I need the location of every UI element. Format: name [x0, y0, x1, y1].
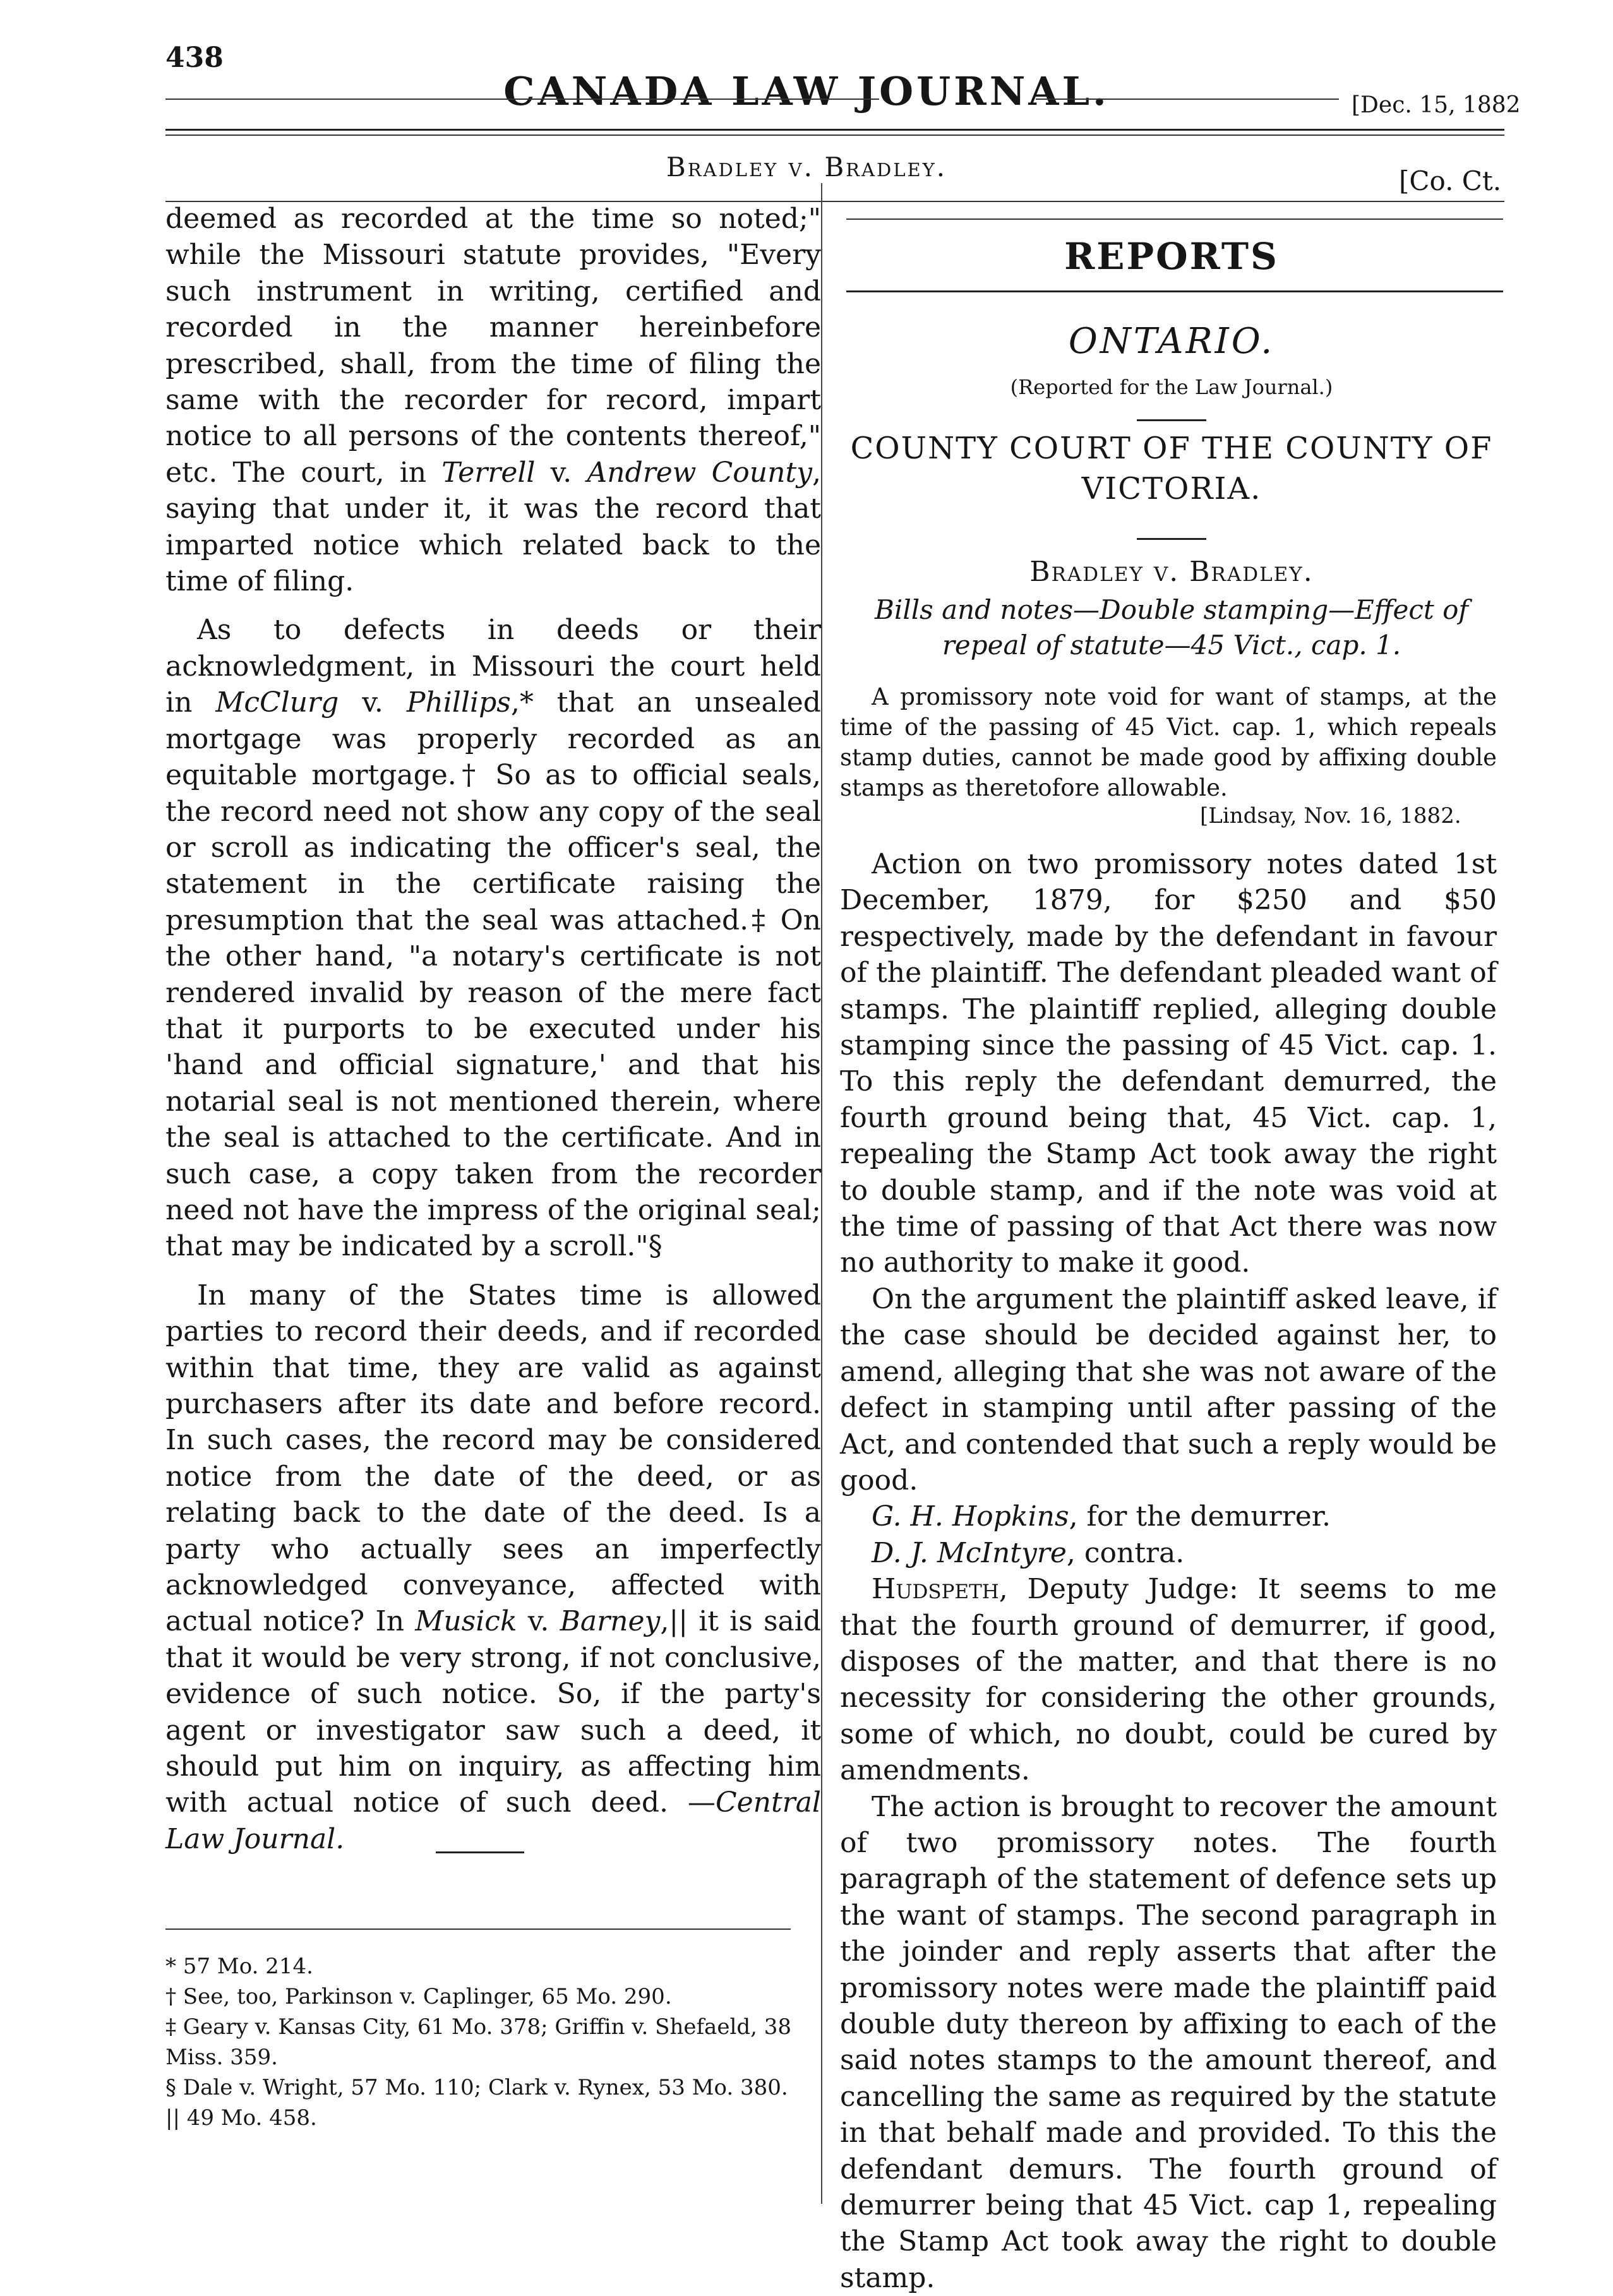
footnote: || 49 Mo. 458.	[165, 2105, 317, 2131]
counsel-1: G. H. Hopkins, for the demurrer.	[872, 1500, 1331, 1533]
reports-rule-top	[846, 218, 1503, 220]
footnotes	[165, 1951, 816, 2133]
running-title: Bradley v. Bradley.	[666, 152, 947, 182]
right-paragraph-1: Action on two promissory notes dated 1st December, 1879, for $250 and $50 respectively, made by the defendant in favour of the plaintiff. The defendant pleaded want of stamps. The plaintiff replied, alleging double stamping since the passing of 45 Vict. cap. 1. To this reply the defendant demurred, the fourth ground being that, 45 Vict. cap. 1, repealing the Stamp Act took away the right to double stamp, and if the note was void at the time of passing of that Act there was now no authority to make it good.	[840, 848, 1497, 1279]
court-name: COUNTY COURT OF THE COUNTY OF VICTORIA.	[850, 431, 1493, 506]
right-paragraph-3: Hudspeth, Deputy Judge: It seems to me that the fourth ground of demurrer, if good, disposes of the matter, and that there is no necessity for considering the other grounds, some of which, no doubt, could be cured by amendments.	[840, 1573, 1497, 1787]
holding: A promissory note void for want of stamps, at the time of the passing of 45 Vict. cap. 1, which repeals stamp duties, cannot be made good by affixing double stamps as theretofore allowable.	[840, 683, 1497, 801]
header-rule-double	[165, 129, 1504, 136]
case-title: Bradley v. Bradley.	[1029, 556, 1314, 588]
footnote: § Dale v. Wright, 57 Mo. 110; Clark v. Rynex, 53 Mo. 380.	[165, 2075, 788, 2100]
section-title: REPORTS	[1064, 235, 1279, 278]
right-paragraph-2: On the argument the plaintiff asked leave, if the case should be decided against her, to amend, alleging that she was not aware of the defect in stamping until after passing of the Act, and contended that such a reply would be good.	[840, 1283, 1497, 1497]
left-column	[165, 201, 821, 1857]
headnote: Bills and notes—Double stamping—Effect of repeal of statute—45 Vict., cap. 1.	[875, 594, 1468, 661]
issue-date: [Dec. 15, 1882	[1352, 92, 1521, 118]
left-paragraph-2: As to defects in deeds or their acknowledgment, in Missouri the court held in McClurg v. Phillips,* that an unsealed mortgage was properly recorded as an equitable mortgage.† So as to official seals, the record need not show any copy of the seal or scroll as indicating the officer's seal, the statement in the certificate raising the presumption that the seal was attached.‡ On the other hand, "a notary's certificate is not rendered invalid by reason of the mere fact that it purports to be executed under his 'hand and official signature,' and that his notarial seal is not mentioned therein, where the seal is attached to the certificate. And in such case, a copy taken from the recorder need not have the impress of the original seal; that may be indicated by a scroll."§	[165, 614, 821, 1263]
location-date: [Lindsay, Nov. 16, 1882.	[1200, 803, 1461, 828]
column-divider	[821, 183, 822, 2204]
article-end-rule	[436, 1851, 524, 1853]
journal-title: CANADA LAW JOURNAL.	[503, 68, 1110, 114]
left-paragraph-1: deemed as recorded at the time so noted;" while the Missouri statute provides, "Every such instrument in writing, certified and recorded in the manner hereinbefore prescribed, shall, from the time of filing the same with the recorder for record, impart notice to all persons of the contents thereof," etc. The court, in Terrell v. Andrew County, saying that under it, it was the record that imparted notice which related back to the time of filing.	[165, 203, 821, 598]
footnote: † See, too, Parkinson v. Caplinger, 65 Mo. 290.	[165, 1984, 672, 2009]
reports-rule-bottom	[846, 290, 1503, 292]
running-court: [Co. Ct.	[1399, 165, 1502, 196]
footnote-rule	[165, 1928, 791, 1930]
footnote: * 57 Mo. 214.	[165, 1954, 313, 1979]
page-number: 438	[165, 42, 224, 74]
footnote: ‡ Geary v. Kansas City, 61 Mo. 378; Griffin v. Shefaeld, 38 Miss. 359.	[165, 2014, 791, 2070]
right-paragraph-4: The action is brought to recover the amount of two promissory notes. The fourth paragraph of the statement of defence sets up the want of stamps. The second paragraph in the joinder and reply asserts that after the promissory notes were made the plaintiff paid double duty thereon by affixing to each of the said notes stamps to the amount thereof, and cancelling the same as required by the statute in that behalf made and provided. To this the defendant demurs. The fourth ground of demurrer being that 45 Vict. cap 1, repealing the Stamp Act took away the right to double stamp.	[840, 1790, 1497, 2294]
header-rule-top-right	[1036, 99, 1339, 100]
small-rule	[1137, 538, 1206, 540]
right-column-body	[840, 846, 1497, 2296]
small-rule	[1137, 419, 1206, 421]
header-rule-top	[165, 99, 879, 100]
reported-for: (Reported for the Law Journal.)	[1010, 375, 1333, 399]
counsel-2: D. J. McIntyre, contra.	[872, 1536, 1185, 1569]
left-paragraph-3: In many of the States time is allowed parties to record their deeds, and if recorded within that time, they are valid as against purchasers after its date and before record. In such cases, the record may be considered notice from the date of the deed, or as relating back to the date of the deed. Is a party who actually sees an imperfectly acknowledged conveyance, affected with actual notice? In Musick v. Barney,|| it is said that it would be very strong, if not conclusive, evidence of such notice. So, if the party's agent or investigator saw such a deed, it should put him on inquiry, as affecting him with actual notice of such deed. —Central Law Journal.	[165, 1279, 821, 1855]
province-title: ONTARIO.	[1068, 321, 1275, 362]
